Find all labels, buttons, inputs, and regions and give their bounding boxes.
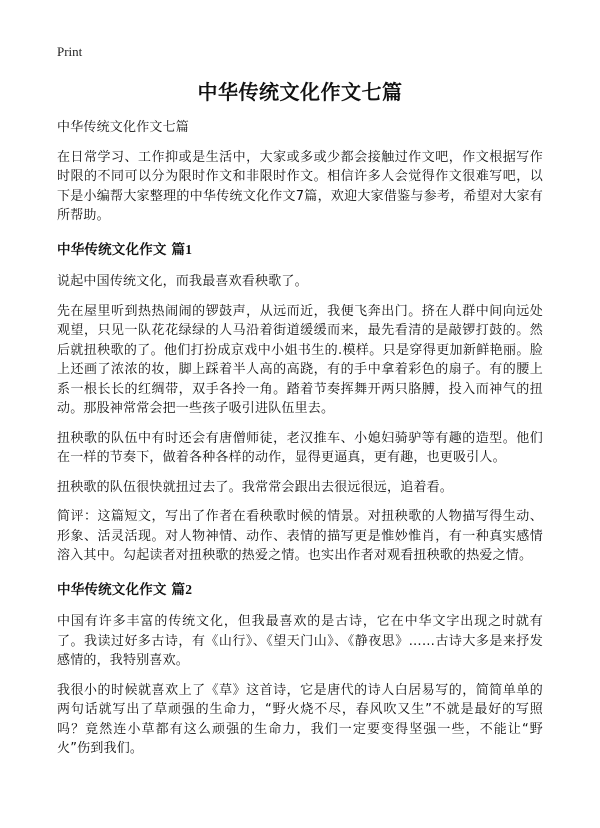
section-2: [57, 580, 543, 759]
section-heading-number: 篇2: [171, 581, 193, 597]
print-link[interactable]: Print: [57, 44, 83, 59]
section-heading: [57, 240, 543, 261]
article-body: [57, 118, 543, 769]
paragraph: 我很小的时候就喜欢上了《草》这首诗，它是唐代的诗人白居易写的，简简单单的两句话就写出了草顽强的生命力，“野火烧不尽，春风吹又生”不就是最好的写照吗？竟然连小草都有这么顽强的生命力，我们一定要变得坚强一些，不能让“野火”伤到我们。: [57, 682, 543, 756]
section-1: [57, 240, 543, 566]
paragraph: 扭秧歌的队伍中有时还会有唐僧师徒，老汉推车、小媳妇骑驴等有趣的造型。他们在一样的节奏下，做着各种各样的动作，显得更逼真，更有趣，也更吸引人。: [57, 430, 543, 465]
paragraph: 中国有许多丰富的传统文化，但我最喜欢的是古诗，它在中华文字出现之时就有了。我读过好多古诗，有《山行》、《望天门山》、《静夜思》……古诗大多是来抒发感情的，我特别喜欢。: [57, 614, 543, 668]
section-heading-text: 中华传统文化作文: [57, 241, 172, 258]
section-heading-number: 篇1: [171, 241, 193, 257]
paragraph: 简评：这篇短文，写出了作者在看秧歌时候的情景。对扭秧歌的人物描写得生动、形象、活灵活现。对人物神情、动作、表情的描写更是惟妙惟肖，有一种真实感情溶入其中。勾起读者对扭秧歌的热爱之情。也实出作者对观看扭秧歌的热爱之情。: [57, 509, 543, 563]
paragraph: 先在屋里听到热热闹闹的锣鼓声，从远而近，我便飞奔出门。挤在人群中间向远处观望，只见一队花花绿绿的人马沿着街道缓缓而来，最先看清的是敲锣打鼓的。然后就扭秧歌的了。他们打扮成京戏中小姐书生的.模样。只是穿得更加新鲜艳丽。脸上还画了浓浓的妆，脚上踩着半人高的高跷，有的手中拿着彩色的扇子。有的腰上系一根长长的红绸带，双手各拎一角。踏着节奏挥舞开两只胳膊，投入而神气的扭动。那股神常常会把一些孩子吸引进队伍里去。: [57, 303, 543, 416]
section-heading: [57, 580, 543, 601]
section-heading-text: 中华传统文化作文: [57, 581, 172, 598]
page-title: 中华传统文化作文七篇: [197, 80, 403, 104]
intro-paragraph: 在日常学习、工作抑或是生活中，大家或多或少都会接触过作文吧，作文根据写作时限的不同可以分为限时作文和非限时作文。相信许多人会觉得作文很难写吧，以下是小编帮大家整理的中华传统文化作文7篇，欢迎大家借鉴与参考，希望对大家有所帮助。: [57, 149, 543, 223]
article-subtitle: 中华传统文化作文七篇: [57, 120, 190, 135]
paragraph: 扭秧歌的队伍很快就扭过去了。我常常会跟出去很远很远，追着看。: [57, 479, 454, 495]
paragraph: 说起中国传统文化，而我最喜欢看秧歌了。: [57, 274, 308, 289]
